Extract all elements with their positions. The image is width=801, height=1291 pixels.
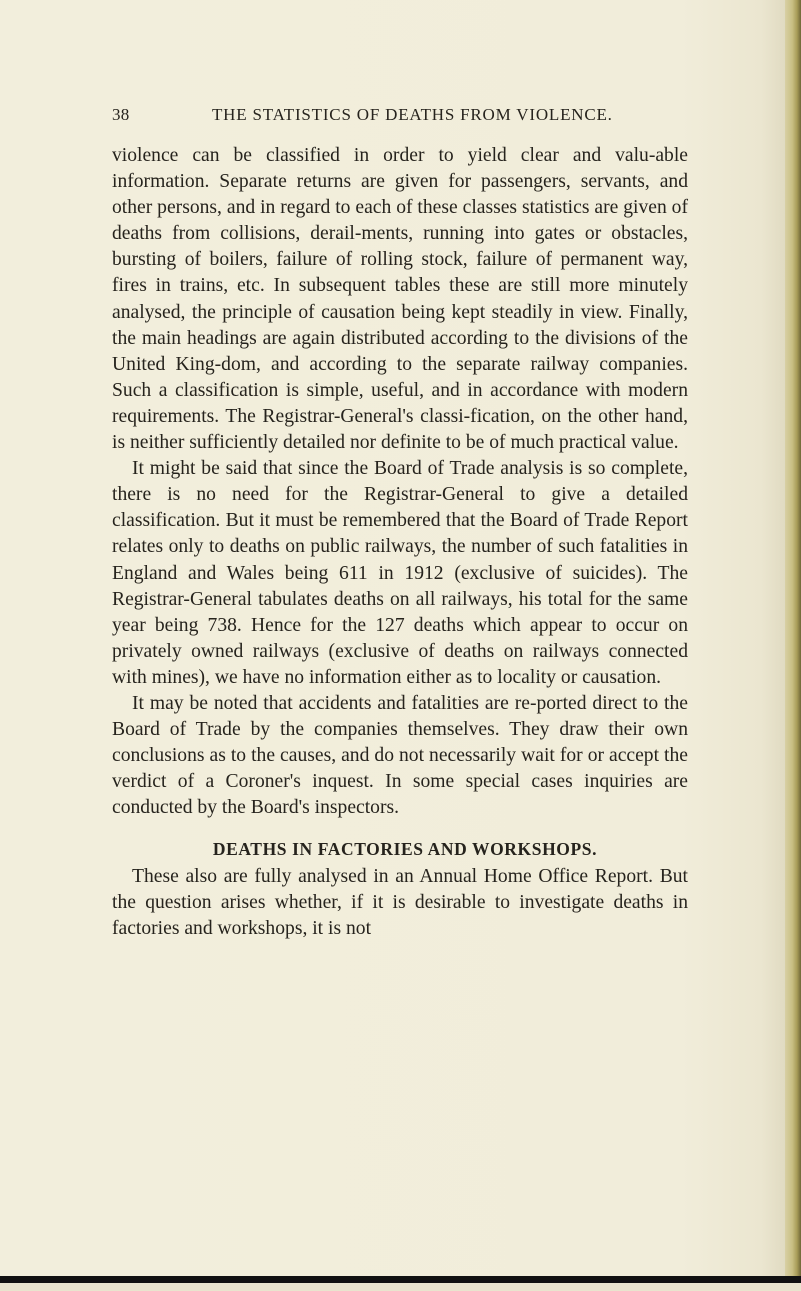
page-number: 38 — [112, 105, 130, 124]
paragraph-1: violence can be classified in order to yield clear and valu-able information. Separate returns are given for passengers, servants, and other persons, and in regard to each of these classes statistics are given of deaths from collisions, derail-ments, running into gates or obstacles, bursting of boilers, failure of rolling stock, failure of permanent way, fires in trains, etc. In subsequent tables these are still more minutely analysed, the principle of causation being kept steadily in view. Finally, the main headings are again distributed according to the divisions of the United King-dom, and according to the separate railway companies. Such a classification is simple, useful, and in accordance with modern requirements. The Registrar-General's classi-fication, on the other hand, is neither sufficiently detailed nor definite to be of much practical value. — [112, 145, 688, 454]
body-text — [112, 143, 688, 942]
bottom-margin — [0, 1283, 801, 1291]
paragraph-2: It might be said that since the Board of Trade analysis is so complete, there is no need for the Registrar-General to give a detailed classification. But it must be remembered that the Board of Trade Report relates only to deaths on public railways, the number of such fatalities in England and Wales being 611 in 1912 (exclusive of suicides). The Registrar-General tabulates deaths on all railways, his total for the same year being 738. Hence for the 127 deaths which appear to occur on privately owned railways (exclusive of deaths on railways connected with mines), we have no information either as to locality or causation. — [112, 458, 688, 688]
bottom-rule — [0, 1276, 801, 1283]
page-right-edge — [785, 0, 801, 1291]
running-head — [112, 105, 752, 129]
paragraph-3: It may be noted that accidents and fatalities are re-ported direct to the Board of Trade by the companies themselves. They draw their own conclusions as to the causes, and do not necessarily wait for or accept the verdict of a Coroner's inquest. In some special cases inquiries are conducted by the Board's inspectors. — [112, 692, 688, 819]
paragraph-4: These also are fully analysed in an Annual Home Office Report. But the question arises whether, if it is desirable to investigate deaths in factories and workshops, it is not — [112, 865, 688, 939]
section-heading: DEATHS IN FACTORIES AND WORKSHOPS. — [212, 839, 598, 860]
running-title: THE STATISTICS OF DEATHS FROM VIOLENCE. — [212, 105, 613, 124]
